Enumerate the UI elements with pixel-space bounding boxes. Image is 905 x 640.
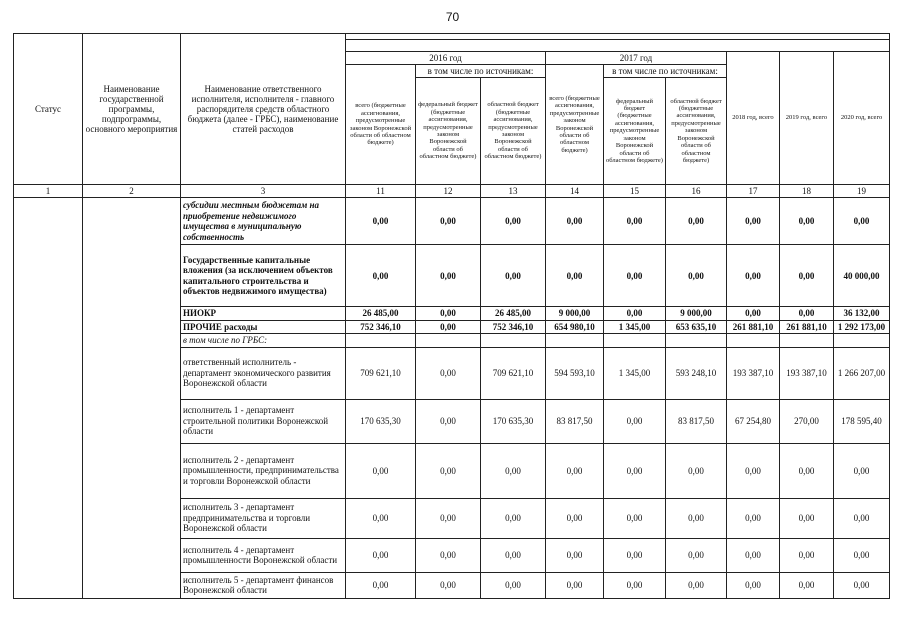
row-value: 0,00 <box>416 399 481 443</box>
row-value: 1 266 207,00 <box>834 347 890 399</box>
row-value: 0,00 <box>346 245 416 307</box>
column-number: 18 <box>780 185 834 198</box>
row-value: 654 980,10 <box>546 320 604 334</box>
row-value: 36 132,00 <box>834 307 890 321</box>
row-name: Государственные капитальные вложения (за исключением объектов капитального строительства и объектов недвижимого имущества) <box>181 245 346 307</box>
row-value: 1 345,00 <box>604 347 666 399</box>
row-value: 26 485,00 <box>481 307 546 321</box>
row-value: 0,00 <box>346 538 416 572</box>
row-value: 0,00 <box>604 245 666 307</box>
row-value: 594 593,10 <box>546 347 604 399</box>
row-value: 0,00 <box>416 498 481 538</box>
row-value: 0,00 <box>727 572 780 598</box>
row-value: 0,00 <box>604 198 666 245</box>
row-value: 0,00 <box>346 198 416 245</box>
row-value: 0,00 <box>546 572 604 598</box>
budget-table <box>13 33 890 599</box>
row-value: 40 000,00 <box>834 245 890 307</box>
column-numbers-row <box>14 185 890 198</box>
header-year-2017: 2017 год <box>546 52 727 65</box>
header-federal-2016: федеральный бюджет (бюджетные ассигнования, предусмотренные законом Воронежской области об областном бюджете) <box>416 78 481 185</box>
header-executor-name: Наименование ответственного исполнителя, исполнителя - главного распорядителя средств областного бюджета (далее - ГРБС), наименование статей расходов <box>181 34 346 185</box>
row-value: 0,00 <box>834 443 890 498</box>
row-value: 0,00 <box>546 498 604 538</box>
row-value: 193 387,10 <box>727 347 780 399</box>
header-total-2017: всего (бюджетные ассигнования, предусмотренные законом Воронежской области об областном бюджете) <box>546 65 604 185</box>
row-value: 178 595,40 <box>834 399 890 443</box>
row-name: исполнитель 5 - департамент финансов Воронежской области <box>181 572 346 598</box>
row-value: 0,00 <box>416 307 481 321</box>
header-program-name: Наименование государственной программы, подпрограммы, основного мероприятия <box>83 34 181 185</box>
header-year-2016: 2016 год <box>346 52 546 65</box>
page-number: 70 <box>445 10 460 24</box>
row-value: 261 881,10 <box>780 320 834 334</box>
row-value: 0,00 <box>780 498 834 538</box>
row-value: 0,00 <box>666 498 727 538</box>
header-2019: 2019 год, всего <box>780 52 834 185</box>
row-value: 0,00 <box>780 307 834 321</box>
row-value: 0,00 <box>727 245 780 307</box>
row-value: 83 817,50 <box>666 399 727 443</box>
header-status: Статус <box>14 34 83 185</box>
row-value: 0,00 <box>481 245 546 307</box>
column-number: 17 <box>727 185 780 198</box>
row-name: ПРОЧИЕ расходы <box>181 320 346 334</box>
row-value: 170 635,30 <box>346 399 416 443</box>
column-number: 19 <box>834 185 890 198</box>
row-value: 752 346,10 <box>346 320 416 334</box>
header-regional-2016: областной бюджет (бюджетные ассигнования, предусмотренные законом Воронежской области об областном бюджете) <box>481 78 546 185</box>
column-number: 15 <box>604 185 666 198</box>
row-value: 0,00 <box>416 245 481 307</box>
row-value <box>666 334 727 348</box>
row-value: 9 000,00 <box>666 307 727 321</box>
row-value: 0,00 <box>604 399 666 443</box>
row-value: 9 000,00 <box>546 307 604 321</box>
row-name: исполнитель 2 - департамент промышленности, предпринимательства и торговли Воронежской области <box>181 443 346 498</box>
row-value: 0,00 <box>416 443 481 498</box>
row-value: 0,00 <box>346 443 416 498</box>
row-value <box>780 334 834 348</box>
row-value: 0,00 <box>780 572 834 598</box>
row-value: 0,00 <box>546 245 604 307</box>
row-value: 0,00 <box>666 538 727 572</box>
row-value: 0,00 <box>604 572 666 598</box>
row-value: 67 254,80 <box>727 399 780 443</box>
row-value: 0,00 <box>416 347 481 399</box>
row-value: 0,00 <box>780 538 834 572</box>
row-value <box>834 334 890 348</box>
row-value: 593 248,10 <box>666 347 727 399</box>
row-value: 653 635,10 <box>666 320 727 334</box>
row-value: 709 621,10 <box>346 347 416 399</box>
row-value: 0,00 <box>546 443 604 498</box>
row-value <box>416 334 481 348</box>
row-value: 0,00 <box>346 572 416 598</box>
row-value: 709 621,10 <box>481 347 546 399</box>
row-value: 0,00 <box>780 198 834 245</box>
column-number: 14 <box>546 185 604 198</box>
header-sources-2016: в том числе по источникам: <box>416 65 546 78</box>
program-cell <box>83 198 181 599</box>
row-value: 0,00 <box>604 307 666 321</box>
row-value: 83 817,50 <box>546 399 604 443</box>
row-value: 170 635,30 <box>481 399 546 443</box>
row-value: 0,00 <box>416 572 481 598</box>
row-value: 0,00 <box>416 320 481 334</box>
row-name: ответственный исполнитель - департамент экономического развития Воронежской области <box>181 347 346 399</box>
row-value: 26 485,00 <box>346 307 416 321</box>
row-value: 270,00 <box>780 399 834 443</box>
row-name: в том числе по ГРБС: <box>181 334 346 348</box>
row-value: 193 387,10 <box>780 347 834 399</box>
row-value: 0,00 <box>481 572 546 598</box>
row-value: 0,00 <box>604 443 666 498</box>
column-number: 12 <box>416 185 481 198</box>
row-value <box>481 334 546 348</box>
row-name: субсидии местным бюджетам на приобретение недвижимого имущества в муниципальную собственность <box>181 198 346 245</box>
row-value: 0,00 <box>834 572 890 598</box>
column-number: 3 <box>181 185 346 198</box>
row-value: 0,00 <box>666 572 727 598</box>
row-name: НИОКР <box>181 307 346 321</box>
row-value: 0,00 <box>416 198 481 245</box>
header-2020: 2020 год, всего <box>834 52 890 185</box>
table-row <box>14 198 890 245</box>
row-value: 0,00 <box>481 498 546 538</box>
row-value <box>346 334 416 348</box>
row-name: исполнитель 3 - департамент предпринимательства и торговли Воронежской области <box>181 498 346 538</box>
status-cell <box>14 198 83 599</box>
row-value: 0,00 <box>546 538 604 572</box>
row-value: 0,00 <box>834 498 890 538</box>
row-value: 0,00 <box>666 245 727 307</box>
header-sources-2017: в том числе по источникам: <box>604 65 727 78</box>
row-value: 0,00 <box>546 198 604 245</box>
row-value: 1 292 173,00 <box>834 320 890 334</box>
row-value: 261 881,10 <box>727 320 780 334</box>
column-number: 1 <box>14 185 83 198</box>
row-value: 0,00 <box>604 538 666 572</box>
row-value: 752 346,10 <box>481 320 546 334</box>
row-value: 0,00 <box>666 443 727 498</box>
row-value: 0,00 <box>346 498 416 538</box>
row-value: 0,00 <box>780 443 834 498</box>
row-value: 0,00 <box>727 443 780 498</box>
header-regional-2017: областной бюджет (бюджетные ассигнования, предусмотренные законом Воронежской области об областном бюджете) <box>666 78 727 185</box>
header-federal-2017: федеральный бюджет (бюджетные ассигнования, предусмотренные законом Воронежской области об областном бюджете) <box>604 78 666 185</box>
row-value: 0,00 <box>604 498 666 538</box>
row-value: 0,00 <box>416 538 481 572</box>
row-value: 0,00 <box>727 198 780 245</box>
row-value: 0,00 <box>727 538 780 572</box>
row-value <box>604 334 666 348</box>
row-value: 0,00 <box>481 538 546 572</box>
row-value: 0,00 <box>727 498 780 538</box>
row-value: 0,00 <box>481 198 546 245</box>
row-value: 0,00 <box>666 198 727 245</box>
header-2018: 2018 год, всего <box>727 52 780 185</box>
header-total-2016: всего (бюджетные ассигнования, предусмотренные законом Воронежской области об областном бюджете) <box>346 65 416 185</box>
row-value: 0,00 <box>834 538 890 572</box>
column-number: 16 <box>666 185 727 198</box>
row-name: исполнитель 1 - департамент строительной политики Воронежской области <box>181 399 346 443</box>
row-value: 0,00 <box>834 198 890 245</box>
row-name: исполнитель 4 - департамент промышленности Воронежской области <box>181 538 346 572</box>
row-value: 0,00 <box>727 307 780 321</box>
column-number: 11 <box>346 185 416 198</box>
column-number: 2 <box>83 185 181 198</box>
row-value <box>727 334 780 348</box>
row-value: 1 345,00 <box>604 320 666 334</box>
row-value: 0,00 <box>780 245 834 307</box>
column-number: 13 <box>481 185 546 198</box>
row-value <box>546 334 604 348</box>
row-value: 0,00 <box>481 443 546 498</box>
